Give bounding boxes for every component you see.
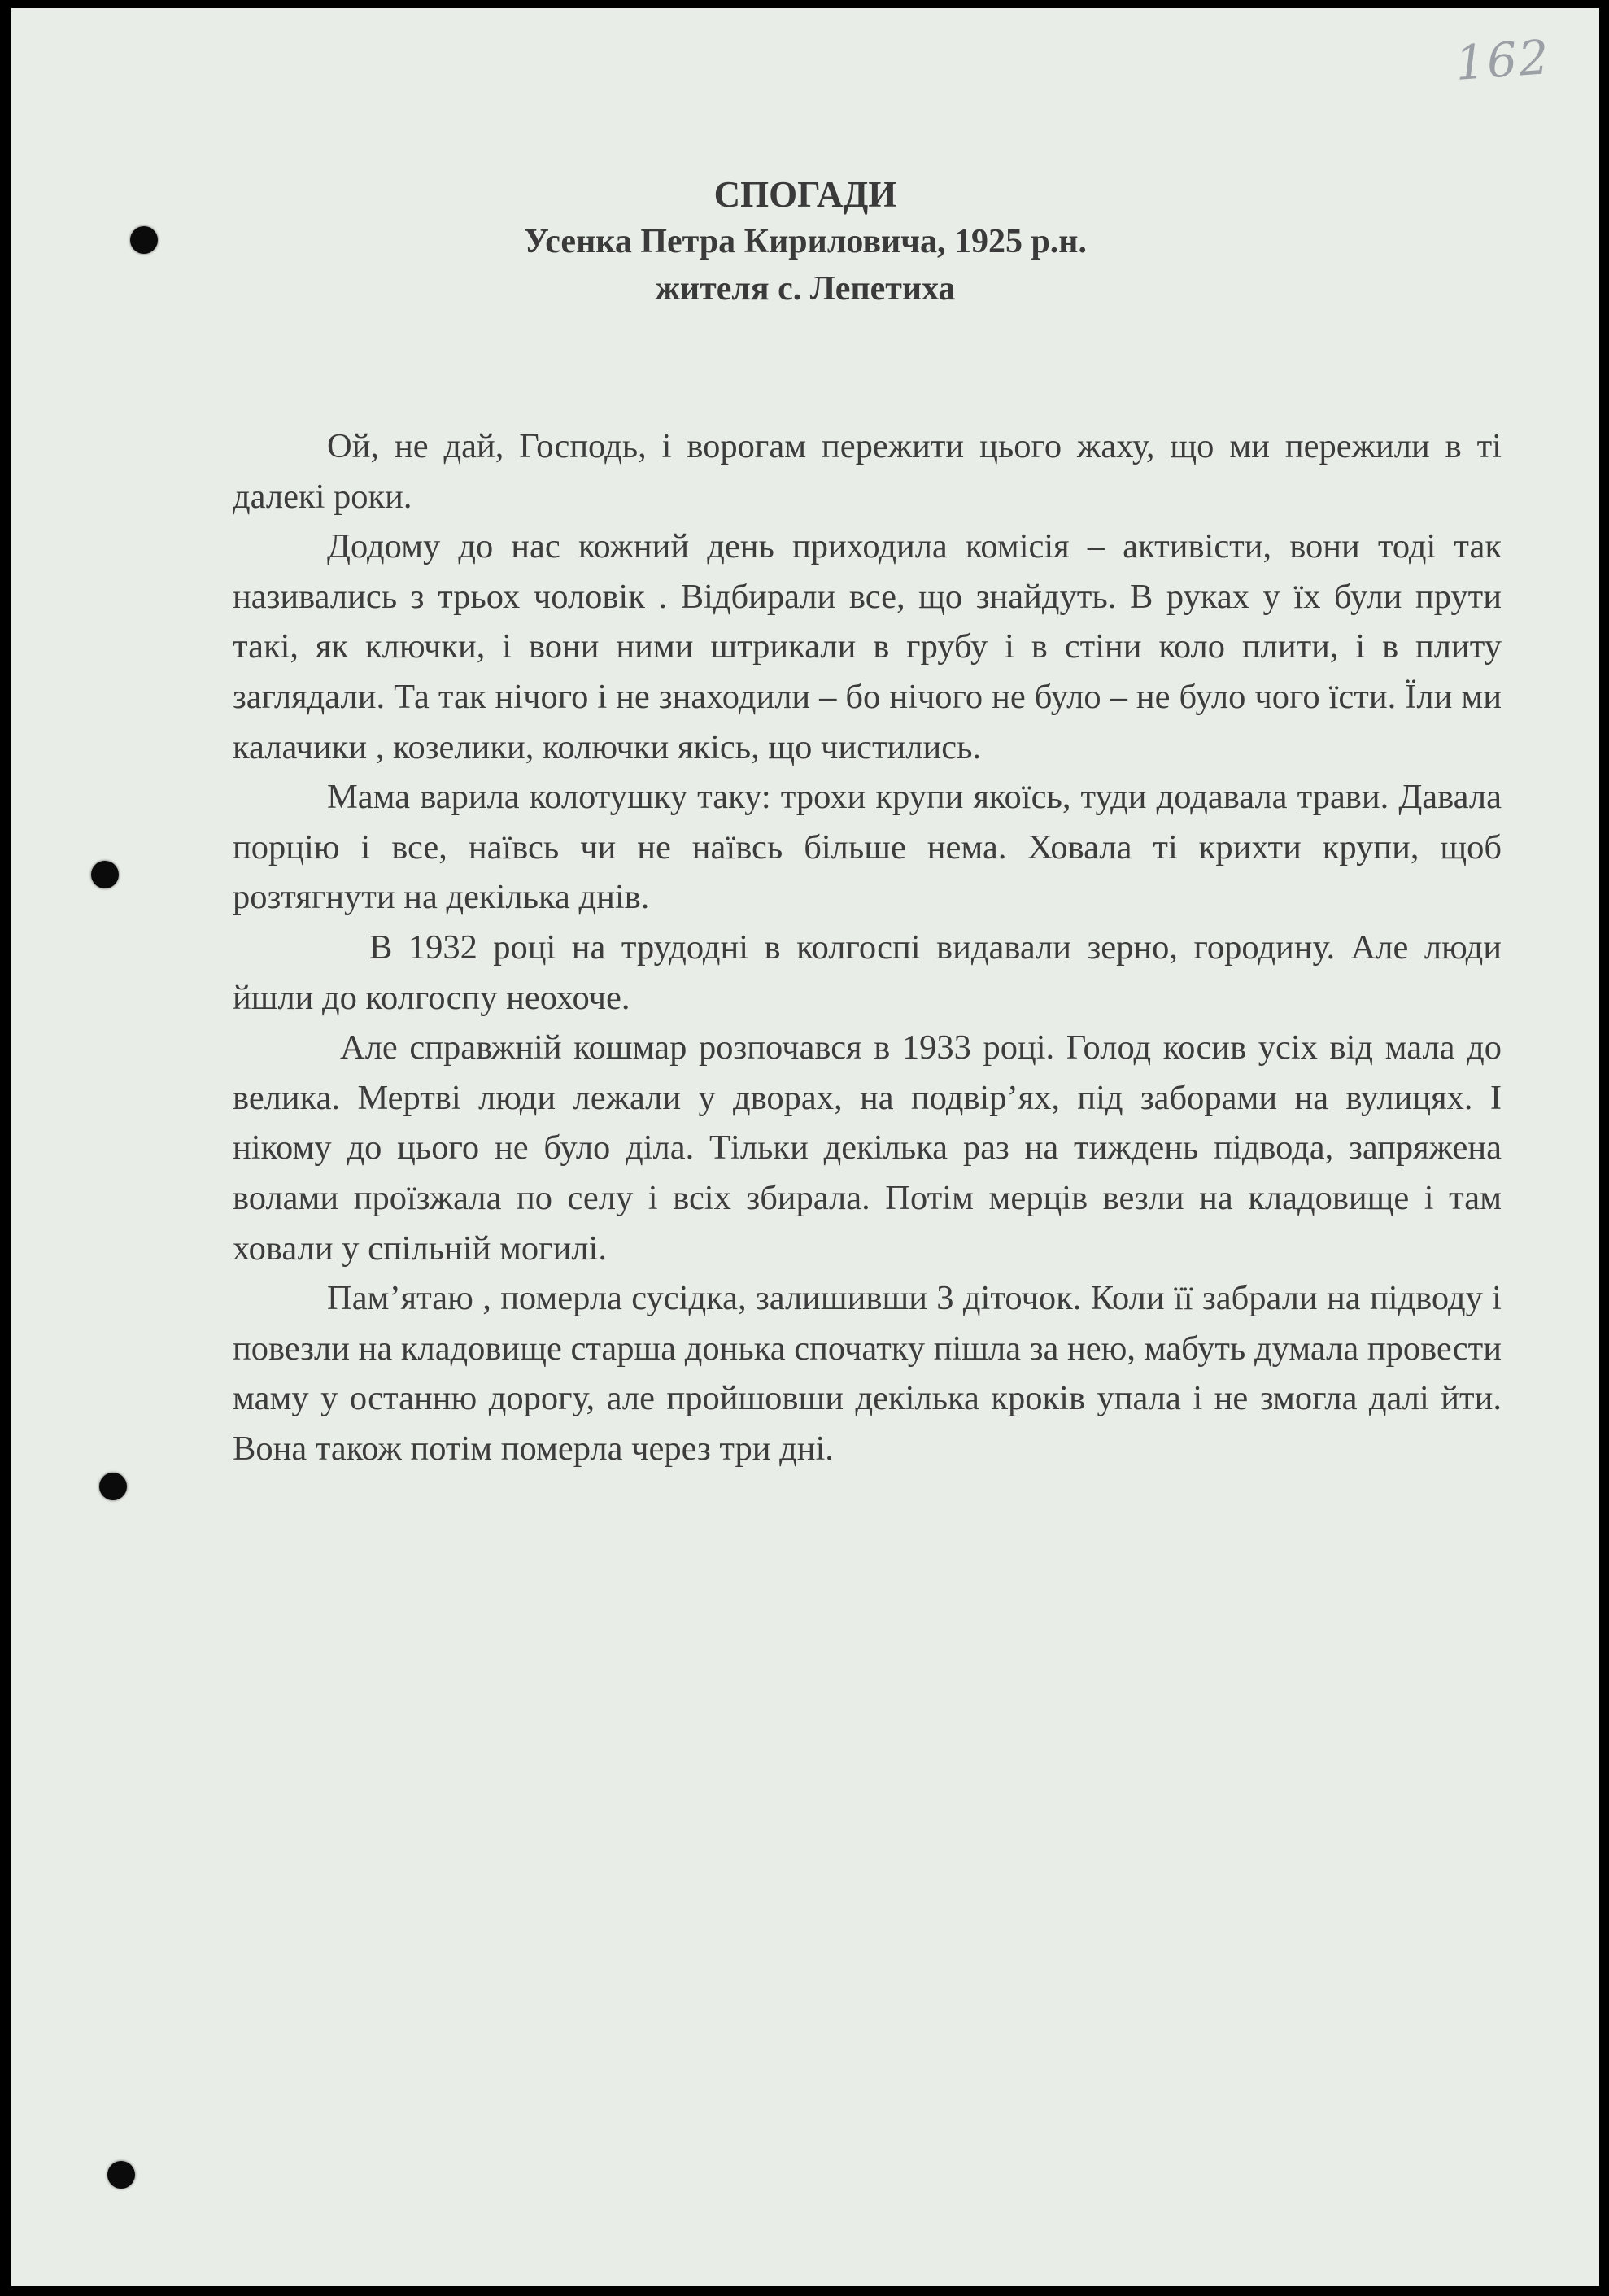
archive-page-number: 162	[1453, 29, 1552, 91]
memoir-body	[233, 421, 1502, 1473]
punch-hole-3	[99, 1473, 127, 1500]
paragraph-1: Ой, не дай, Господь, і ворогам пережити цього жаху, що ми пережили в ті далекі роки.	[233, 427, 1502, 516]
subject-line: Усенка Петра Кириловича, 1925 р.н.	[523, 223, 1087, 260]
paragraph-5: Але справжній кошмар розпочався в 1933 році. Голод косив усіх від мала до велика. Мертві люди лежали у дворах, на подвір’ях, під заборами на вулицях. І нікому до цього не було діла. Тільки декілька раз на тиждень підвода, запряжена волами проїзжала по селу і всіх збирала. Потім мерців везли на кладовище і там ховали у спільній могилі.	[233, 1028, 1502, 1268]
document-header	[11, 171, 1599, 312]
paragraph-6: Пам’ятаю , померла сусідка, залишивши 3 діточок. Коли її забрали на підводу і повезли на кладовище старша донька спочатку пішла за нею, мабуть думала провести маму у останню дорогу, але пройшовши декілька кроків упала і не змогла далі йти. Вона також потім померла через три дні.	[233, 1279, 1502, 1468]
paragraph-4: В 1932 році на трудодні в колгоспі видавали зерно, городину. Але люди йшли до колгоспу неохоче.	[233, 928, 1502, 1017]
paper-sheet	[11, 8, 1599, 2286]
residence-line: жителя с. Лепетиха	[655, 270, 956, 308]
punch-hole-4	[107, 2161, 135, 2189]
paragraph-2: Додому до нас кожний день приходила комісія – активісти, вони тоді так називались з трьох чоловік . Відбирали все, що знайдуть. В руках у їх були прути такі, як ключки, і вони ними штрикали в грубу і в стіни коло плити, і в плиту заглядали. Та так нічого і не знаходили – бо нічого не було – не було чого їсти. Їли ми калачики , козелики, колючки якісь, що чистились.	[233, 527, 1502, 766]
document-title: СПОГАДИ	[713, 174, 897, 215]
paragraph-3: Мама варила колотушку таку: трохи крупи якоїсь, туди додавала трави. Давала порцію і все, наївсь чи не наївсь більше нема. Ховала ті крихти крупи, щоб розтягнути на декілька днів.	[233, 778, 1502, 917]
punch-hole-2	[91, 861, 119, 888]
